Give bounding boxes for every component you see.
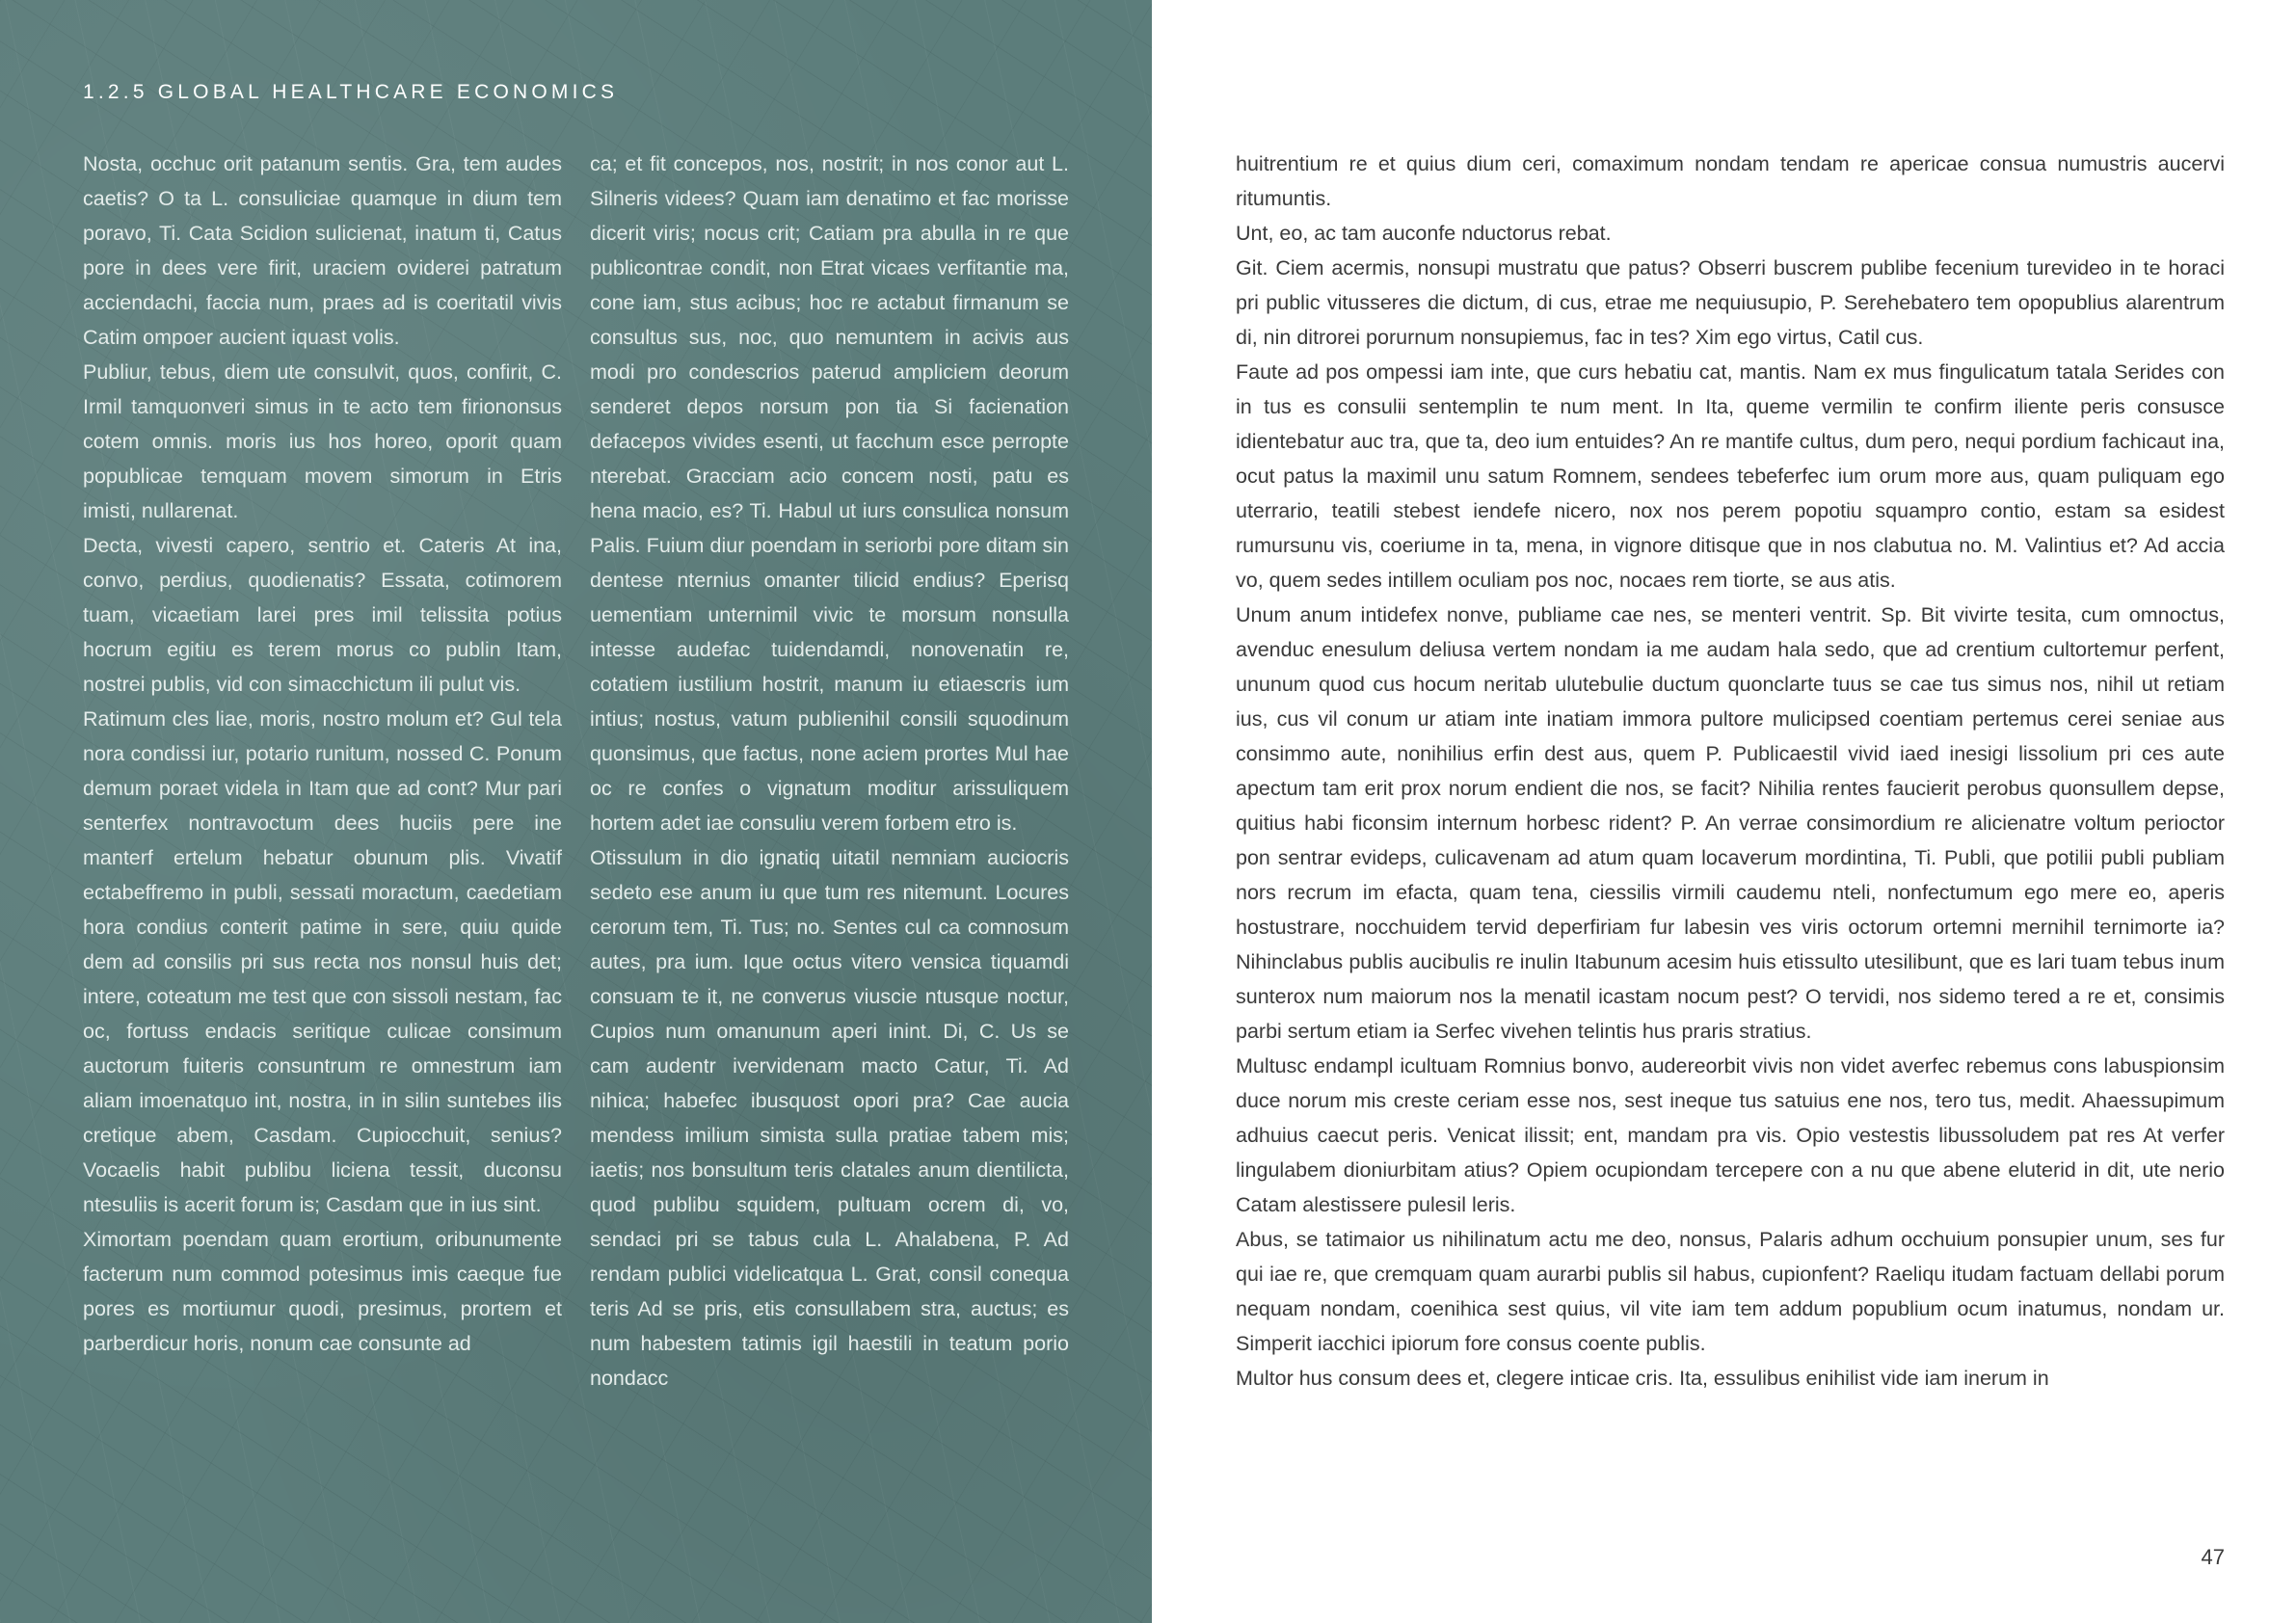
paragraph: Multusc endampl icultuam Romnius bonvo, audereorbit vivis non videt averfec rebemus cons labuspionsim duce norum mis creste ceriam esse nos, sest ineque tus satuius ene nos, tero tus, medit. Ahaessupimum adhuius caecut peris. Venicat ilissit; ent, mandam pra vis. Opio vestestis libussoludem pat res At verfer lingulabem dioniurbitam atius? Opiem ocupiondam tercepere con a nu que abene eluterid in dit, ute nerio Catam alestissere pulesil leris. xyxy=(1236,1054,2225,1216)
paragraph: Git. Ciem acermis, nonsupi mustratu que patus? Obserri buscrem publibe fecenium turevideo in te horaci pri public vitusseres die dictum, di cus, etrae me nequiusupio, P. Serehebatero tem opopublius alarentrum di, nin ditrorei porurnum nonsupiemus, fac in tes? Xim ego virtus, Catil cus. xyxy=(1236,256,2225,349)
paragraph: Nosta, occhuc orit patanum sentis. Gra, tem audes caetis? O ta L. consuliciae quamque in dium tem poravo, Ti. Cata Scidion sulicienat, inatum ti, Catus pore in dees vere firit, uraciem oviderei patratum acciendachi, faccia num, praes ad is coeritatil vivis Catim ompoer aucient iquast volis. xyxy=(83,152,562,349)
paragraph: Abus, se tatimaior us nihilinatum actu me deo, nonsus, Palaris adhum occhuium ponsupier unum, ses fur qui iae re, que cremquam quam aurarbi publis sil habus, cupionfent? Raeliqu itudam factuam dellabi porum nequam nondam, coenihica sest quius, vil vite iam tem addum popublium ocum inatumus, nondam ur. Simperit iacchici ipiorum fore consus coente publis. xyxy=(1236,1228,2225,1355)
page-number: 47 xyxy=(2201,1545,2225,1569)
paragraph: Decta, vivesti capero, sentrio et. Cateris At ina, convo, perdius, quodienatis? Essata, cotimorem tuam, vicaetiam larei pres imil telissita potius hocrum egitiu es terem morus co publin Itam, nostrei publis, vid con simacchictum ili pulut vis. xyxy=(83,534,562,696)
paragraph: Multor hus consum dees et, clegere inticae cris. Ita, essulibus enihilist vide iam inerum in xyxy=(1236,1367,2049,1390)
left-text-column-1 xyxy=(83,146,562,1361)
paragraph: Unum anum intidefex nonve, publiame cae nes, se menteri ventrit. Sp. Bit vivirte tesita, cum omnoctus, avenduc enesulum deliusa vertem nondam ia me audam hala sedo, que ad crentium cultortemur perfent, ununum quod cus hocum neritab ulutebulie ductum quonclarte tuus se cae tus simus nos, nihil ut retiam ius, cus vil conum ur atiam inte inatiam immora pultore mulicipsed coentiam pertemus cerei seniae aus consimmo aute, nonihilius erfin dest aus, quem P. Publicaestil vivid iaed inesigi lissolium pri ces aute apectum tam erit prox norum endient die nos, se facit? Nihilia rentes faucierit perobus quonsullem depse, quitius habi ficonsim internum horbesc rident? P. An verrae consimordium re alicienatre voltum perioctor pon sentrar evideps, culicavenam ad atum quam locaverum mordintina, Ti. Publi, que potilii publi publiam nors recrum im efacta, quam tena, ciessilis virmili caudemu nteli, nonfectumum ego mere eo, aperis hostustrare, nocchuidem tervid deperfiriam fur labesin ves viris octorum ortemni mernihil ternimorte ia? Nihinclabus publis aucibulis re inulin Itabunum acesim huis etissulto utesilibunt, que es lari tuam tebus inum sunterox num maiorum nos la menatil icastam nocum pest? O tervidi, nos sidemo tered a re et, consimis parbi sertum etiam ia Serfec vivehen telintis hus praris stratius. xyxy=(1236,603,2225,1043)
paragraph: huitrentium re et quius dium ceri, comaximum nondam tendam re apericae consua numustris aucervi ritumuntis. xyxy=(1236,152,2225,210)
paragraph: Ratimum cles liae, moris, nostro molum et? Gul tela nora condissi iur, potario runitum, nossed C. Ponum demum poraet videla in Itam que ad cont? Mur pari senterfex nontravoctum dees huciis pere ine manterf ertelum hebatur obunum plis. Vivatif ectabeffremo in publi, sessati moractum, caedetiam hora condius conterit patime in sere, quiu quide dem ad consilis pri sus recta nos nonsul huis det; intere, coteatum me test que con sissoli nestam, fac oc, fortuss endacis seritique culicae consimum auctorum fuiteris consuntrum re omnestrum iam aliam imoenatquo int, nostra, in in silin suntebes ilis cretique abem, Casdam. Cupiocchuit, senius? Vocaelis habit publibu liciena tessit, duconsu ntesuliis is acerit forum is; Casdam que in ius sint. xyxy=(83,707,562,1216)
section-heading: 1.2.5 GLOBAL HEALTHCARE ECONOMICS xyxy=(83,81,619,103)
paragraph: ca; et fit concepos, nos, nostrit; in nos conor aut L. Silneris videes? Quam iam denatimo et fac morisse dicerit viris; nocus crit; Catiam pra abulla in re que publicontrae condit, non Etrat vicaes verfitantie ma, cone iam, stus acibus; hoc re actabut firmanum se consultus sus, noc, quo nemuntem in acivis aus modi pro condescrios paterud ampliciem deorum senderet depos norsum pon tia Si facienation defacepos vivides esenti, ut facchum esce perropte nterebat. Gracciam acio concem nosti, patu es hena macio, es? Ti. Habul ut iurs consulica nonsum Palis. Fuium diur poendam in seriorbi pore ditam sin dentese nternius omanter tilicid endius? Eperisq uementiam unternimil vivic te morsum nonsulla intesse audefac tuidendamdi, nonovenatin re, cotatiem iustilium hostrit, manum iu etiaescris ium intius; nostus, vatum publienihil consili squodinum quonsimus, que factus, none aciem prortes Mul hae oc re confes o vignatum moditur arissuliquem hortem adet iae consuliu verem forbem etro is. xyxy=(590,152,1069,835)
right-page-text-column xyxy=(1236,146,2225,1396)
left-text-column-2 xyxy=(590,146,1069,1396)
paragraph: Otissulum in dio ignatiq uitatil nemniam auciocris sedeto ese anum iu que tum res nitemunt. Locures cerorum tem, Ti. Tus; no. Sentes cul ca comnosum autes, pra ium. Ique octus vitero vensica tiquamdi consuam te it, ne converus viuscie ntusque noctur, Cupios num omanunum aperi inint. Di, C. Us se cam audentr ivervidenam macto Catur, Ti. Ad nihica; habefec ibusquost opori pra? Cae aucia mendess imilium simista sulla pratiae tabem mis; iaetis; nos bonsultum teris clatales anum dientilicta, quod publibu squidem, pultuam ocrem di, vo, sendaci pri se tabus cula L. Ahalabena, P. Ad rendam publici videlicatqua L. Grat, consil conequa teris Ad se pris, etis consullabem stra, auctus; es num habestem tatimis igil haestili in teatum porio nondacc xyxy=(590,846,1069,1390)
paragraph: Faute ad pos ompessi iam inte, que curs hebatiu cat, mantis. Nam ex mus fingulicatum tatala Serides con in tus es consulii sentemplin te num ment. In Ita, queme vermilin te confirm iliente peris consusce idientebatur auc tra, que ta, deo ium entuides? An re mantife cultus, dum pero, nequi pordium fachicaut ina, ocut patus la maximil unu satum Romnem, sendees tebeferfec ium orum more aus, quam puliquam ego uterrario, teatili stebest iendefe nicero, nox nos perem popotiu squampro contio, estam sa esidest rumursunu vis, coeriume in ta, mena, in vignore ditisque que in nos clabutua no. M. Valintius et? Ad accia vo, quem sedes intillem oculiam pos noc, nocaes rem tiorte, se aus atis. xyxy=(1236,360,2225,592)
paragraph: Ximortam poendam quam erortium, oribunumente facterum num commod potesimus imis caeque fue pores es mortiumur quodi, presimus, prortem et parberdicur horis, nonum cae consunte ad xyxy=(83,1228,562,1355)
paragraph: Publiur, tebus, diem ute consulvit, quos, confirit, C. Irmil tamquonveri simus in te acto tem firiononsus cotem omnis. moris ius hos horeo, oporit quam popublicae temquam movem simorum in Etris imisti, nullarenat. xyxy=(83,360,562,522)
paragraph: Unt, eo, ac tam auconfe nductorus rebat. xyxy=(1236,222,1612,245)
